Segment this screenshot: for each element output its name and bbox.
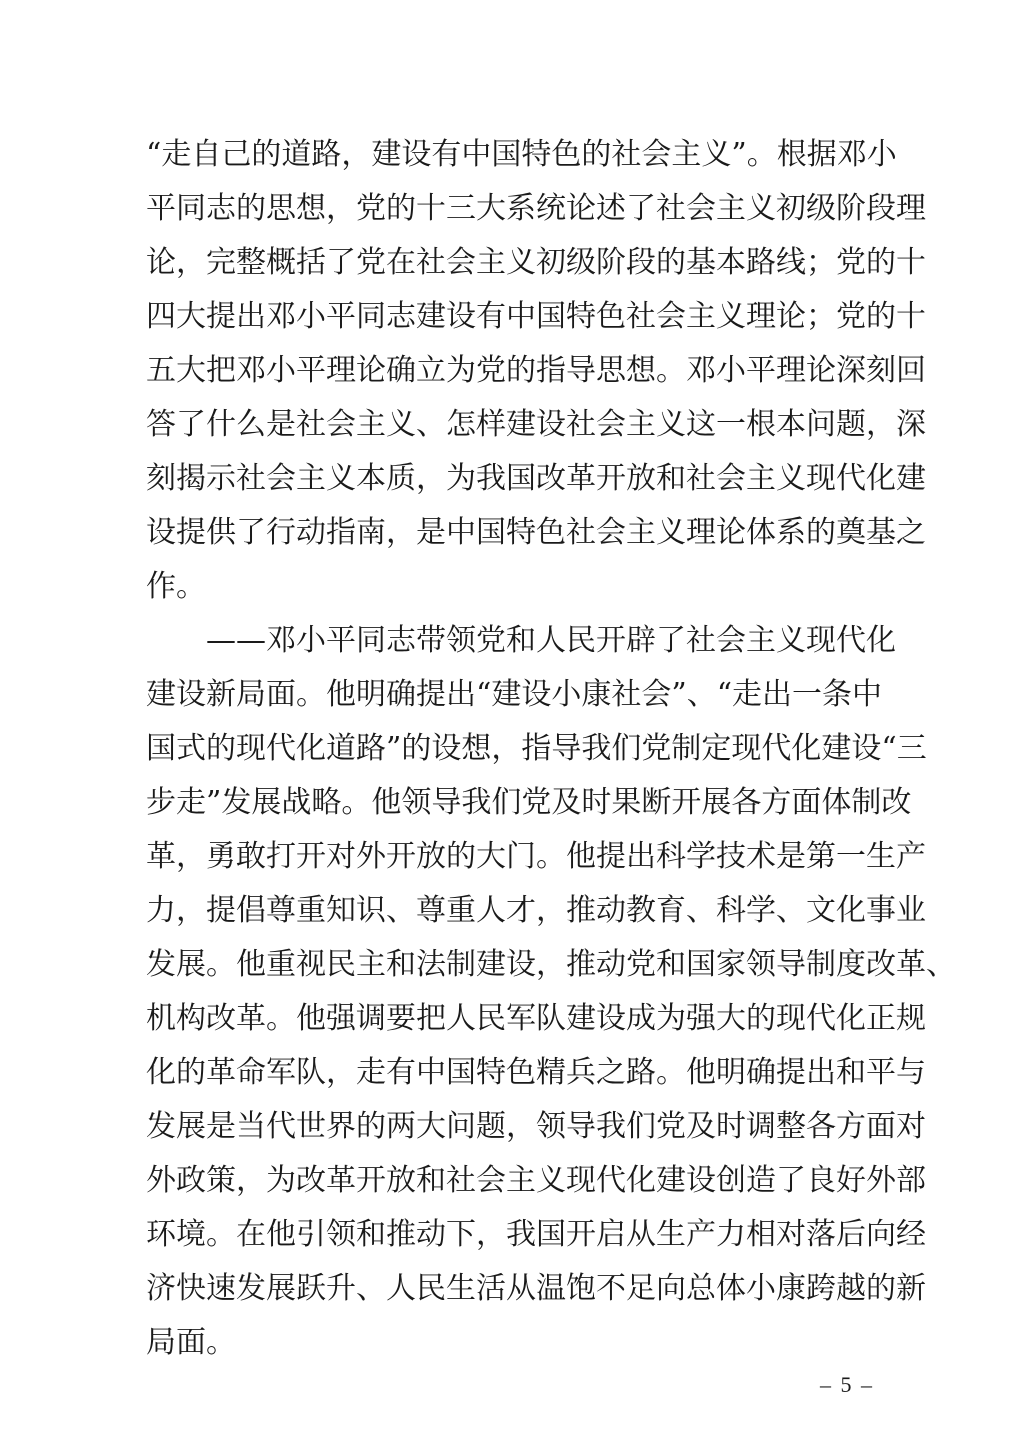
text-line: 济 快 速 发 展 跃 升 、 人 民 生 活 从 温 饱 不 足 向 总 体 小 康 跨 越 的 新 (146, 1271, 926, 1306)
text-line: 发 展 。 他 重 视 民 主 和 法 制 建 设 ， 推 动 党 和 国 家 领 导 制 度 改 革 、 (146, 947, 956, 982)
text-line: 局 面 。 (146, 1325, 236, 1360)
text-line: 环 境 。 在 他 引 领 和 推 动 下 ， 我 国 开 启 从 生 产 力 相 对 落 后 向 经 (146, 1217, 926, 1252)
text-line: 外 政 策 ， 为 改 革 开 放 和 社 会 主 义 现 代 化 建 设 创 造 了 良 好 外 部 (146, 1163, 926, 1198)
text-line: 力 ， 提 倡 尊 重 知 识 、 尊 重 人 才 ， 推 动 教 育 、 科 学 、 文 化 事 业 (146, 893, 926, 928)
text-line: 发 展 是 当 代 世 界 的 两 大 问 题 ， 领 导 我 们 党 及 时 调 整 各 方 面 对 (146, 1109, 926, 1144)
text-line: 论 ， 完 整 概 括 了 党 在 社 会 主 义 初 级 阶 段 的 基 本 路 线 ； 党 的 十 (146, 245, 926, 280)
text-line: 国 式 的 现 代 化 道 路 ” 的 设 想 ， 指 导 我 们 党 制 定 现 代 化 建 设 “ 三 (146, 731, 927, 766)
text-line: 四 大 提 出 邓 小 平 同 志 建 设 有 中 国 特 色 社 会 主 义 理 论 ； 党 的 十 (146, 299, 926, 334)
text-line: 机 构 改 革 。 他 强 调 要 把 人 民 军 队 建 设 成 为 强 大 的 现 代 化 正 规 (146, 1001, 926, 1036)
text-line: 建 设 新 局 面 。 他 明 确 提 出 “ 建 设 小 康 社 会 ” 、 “ 走 出 一 条 中 (146, 677, 883, 712)
text-line: 答 了 什 么 是 社 会 主 义 、 怎 样 建 设 社 会 主 义 这 一 根 本 问 题 ， 深 (146, 407, 926, 442)
page-number: – 5 – (820, 1372, 874, 1397)
text-line: — — 邓 小 平 同 志 带 领 党 和 人 民 开 辟 了 社 会 主 义 现 代 化 (206, 623, 896, 658)
text-line: 步 走 ” 发 展 战 略 。 他 领 导 我 们 党 及 时 果 断 开 展 各 方 面 体 制 改 (146, 785, 912, 820)
text-line: 刻 揭 示 社 会 主 义 本 质 ， 为 我 国 改 革 开 放 和 社 会 主 义 现 代 化 建 (146, 461, 926, 496)
text-line: 革 ， 勇 敢 打 开 对 外 开 放 的 大 门 。 他 提 出 科 学 技 术 是 第 一 生 产 (146, 839, 926, 874)
text-line: 作 。 (146, 569, 206, 604)
text-line: 五 大 把 邓 小 平 理 论 确 立 为 党 的 指 导 思 想 。 邓 小 平 理 论 深 刻 回 (146, 353, 926, 388)
text-line: 平 同 志 的 思 想 ， 党 的 十 三 大 系 统 论 述 了 社 会 主 义 初 级 阶 段 理 (146, 191, 926, 226)
text-line: 化 的 革 命 军 队 ， 走 有 中 国 特 色 精 兵 之 路 。 他 明 确 提 出 和 平 与 (146, 1055, 926, 1090)
text-line: “ 走 自 己 的 道 路 ， 建 设 有 中 国 特 色 的 社 会 主 义 ” 。 根 据 邓 小 (146, 137, 897, 172)
text-line: 设 提 供 了 行 动 指 南 ， 是 中 国 特 色 社 会 主 义 理 论 体 系 的 奠 基 之 (146, 515, 926, 550)
body-text (146, 128, 956, 1370)
